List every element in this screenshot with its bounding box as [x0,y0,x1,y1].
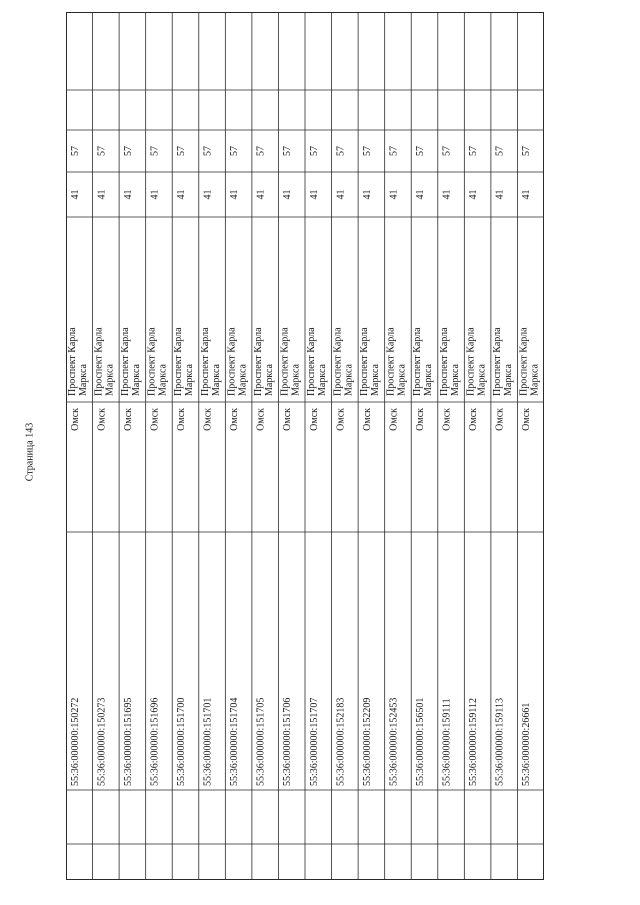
cell-cadastral-number: 55:36:000000:152453 [388,697,400,786]
cell-city: Омск [441,408,453,431]
cell-num2: 57 [176,146,187,156]
cell-num2: 57 [229,146,241,156]
cell-city: Омск [69,408,81,431]
cell-num1: 41 [282,189,294,200]
cell-num2: 57 [202,146,214,156]
cell-num1: 41 [255,189,267,200]
cell-num1: 41 [96,189,108,200]
cell-city: Омск [149,408,161,431]
cell-num1: 41 [122,189,134,200]
cell-city: Омск [308,408,320,431]
cell-cadastral-number: 55:36:000000:151700 [176,697,187,786]
cell-num1: 41 [176,189,187,200]
cell-street: Проспект КарлаМаркса [120,327,143,396]
cell-num1: 41 [494,189,506,200]
cell-num1: 41 [202,189,214,200]
cell-num1: 41 [149,189,161,200]
registry-table [66,12,544,880]
cell-street: Проспект КарлаМаркса [199,327,222,396]
cell-street: Проспект КарлаМаркса [491,327,514,396]
cell-city: Омск [176,408,187,431]
cell-num2: 57 [335,146,347,156]
cell-cadastral-number: 55:36:000000:159112 [468,698,480,786]
cell-city: Омск [388,408,400,431]
cell-city: Омск [96,408,108,431]
cell-street: Проспект КарлаМаркса [465,327,488,396]
cell-street: Проспект КарлаМаркса [173,327,196,396]
cell-cadastral-number: 55:36:000000:152209 [361,697,373,786]
cell-street: Проспект КарлаМаркса [412,327,435,396]
cell-num2: 57 [96,146,108,156]
cell-cadastral-number: 55:36:000000:159113 [494,698,506,786]
cell-num2: 57 [468,146,480,156]
cell-city: Омск [229,408,241,431]
cell-city: Омск [282,408,294,431]
page-number-label: Страница 143 [24,422,36,482]
cell-street: Проспект КарлаМаркса [518,327,541,396]
cell-city: Омск [521,408,533,431]
cell-num1: 41 [229,189,241,200]
cell-street: Проспект КарлаМаркса [385,327,408,396]
cell-city: Омск [122,408,134,431]
cell-num2: 57 [361,146,373,156]
cell-num1: 41 [388,189,400,200]
cell-cadastral-number: 55:36:000000:151695 [122,697,134,786]
cell-cadastral-number: 55:36:000000:150272 [69,697,81,786]
cell-num1: 41 [335,189,347,200]
cell-num2: 57 [388,146,400,156]
cell-num1: 41 [361,189,373,200]
registry-table-grid [66,12,544,880]
cell-cadastral-number: 55:36:000000:151701 [202,697,214,786]
cell-cadastral-number: 55:36:000000:159111 [441,698,453,786]
cell-num1: 41 [308,189,320,200]
cell-num1: 41 [415,189,426,200]
cell-street: Проспект КарлаМаркса [146,327,169,396]
cell-cadastral-number: 55:36:000000:151706 [282,697,294,786]
cell-num2: 57 [441,146,453,156]
cell-num2: 57 [149,146,161,156]
cell-street: Проспект КарлаМаркса [252,327,275,396]
cell-num2: 57 [282,146,294,156]
cell-city: Омск [202,408,214,431]
cell-street: Проспект КарлаМаркса [93,327,116,396]
cell-street: Проспект КарлаМаркса [332,327,355,396]
cell-num2: 57 [255,146,267,156]
cell-num1: 41 [441,189,453,200]
cell-street: Проспект КарлаМаркса [306,327,328,396]
cell-street: Проспект КарлаМаркса [279,327,302,396]
cell-city: Омск [494,408,506,431]
cell-num2: 57 [494,146,506,156]
cell-city: Омск [468,408,480,431]
cell-cadastral-number: 55:36:000000:151696 [149,697,161,786]
cell-street: Проспект КарлаМаркса [67,327,89,396]
cell-city: Омск [361,408,373,431]
cell-num1: 41 [521,189,533,200]
cell-num2: 57 [308,146,320,156]
cell-cadastral-number: 55:36:000000:150273 [96,697,108,786]
cell-city: Омск [255,408,267,431]
cell-num2: 57 [69,146,81,156]
cell-num2: 57 [122,146,134,156]
cell-cadastral-number: 55:36:000000:152183 [335,697,347,786]
cell-num2: 57 [415,146,426,156]
cell-cadastral-number: 55:36:000000:151704 [229,697,241,786]
cell-num1: 41 [468,189,480,200]
cell-num2: 57 [521,146,533,156]
cell-cadastral-number: 55:36:000000:151705 [255,697,267,786]
cell-street: Проспект КарлаМаркса [438,327,461,396]
cell-street: Проспект КарлаМаркса [226,327,249,396]
cell-cadastral-number: 55:36:000000:156501 [415,697,426,786]
cell-cadastral-number: 55:36:000000:26661 [521,702,533,786]
cell-cadastral-number: 55:36:000000:151707 [308,697,320,786]
cell-city: Омск [335,408,347,431]
cell-num1: 41 [69,189,81,200]
cell-street: Проспект КарлаМаркса [359,327,382,396]
cell-city: Омск [415,408,426,431]
